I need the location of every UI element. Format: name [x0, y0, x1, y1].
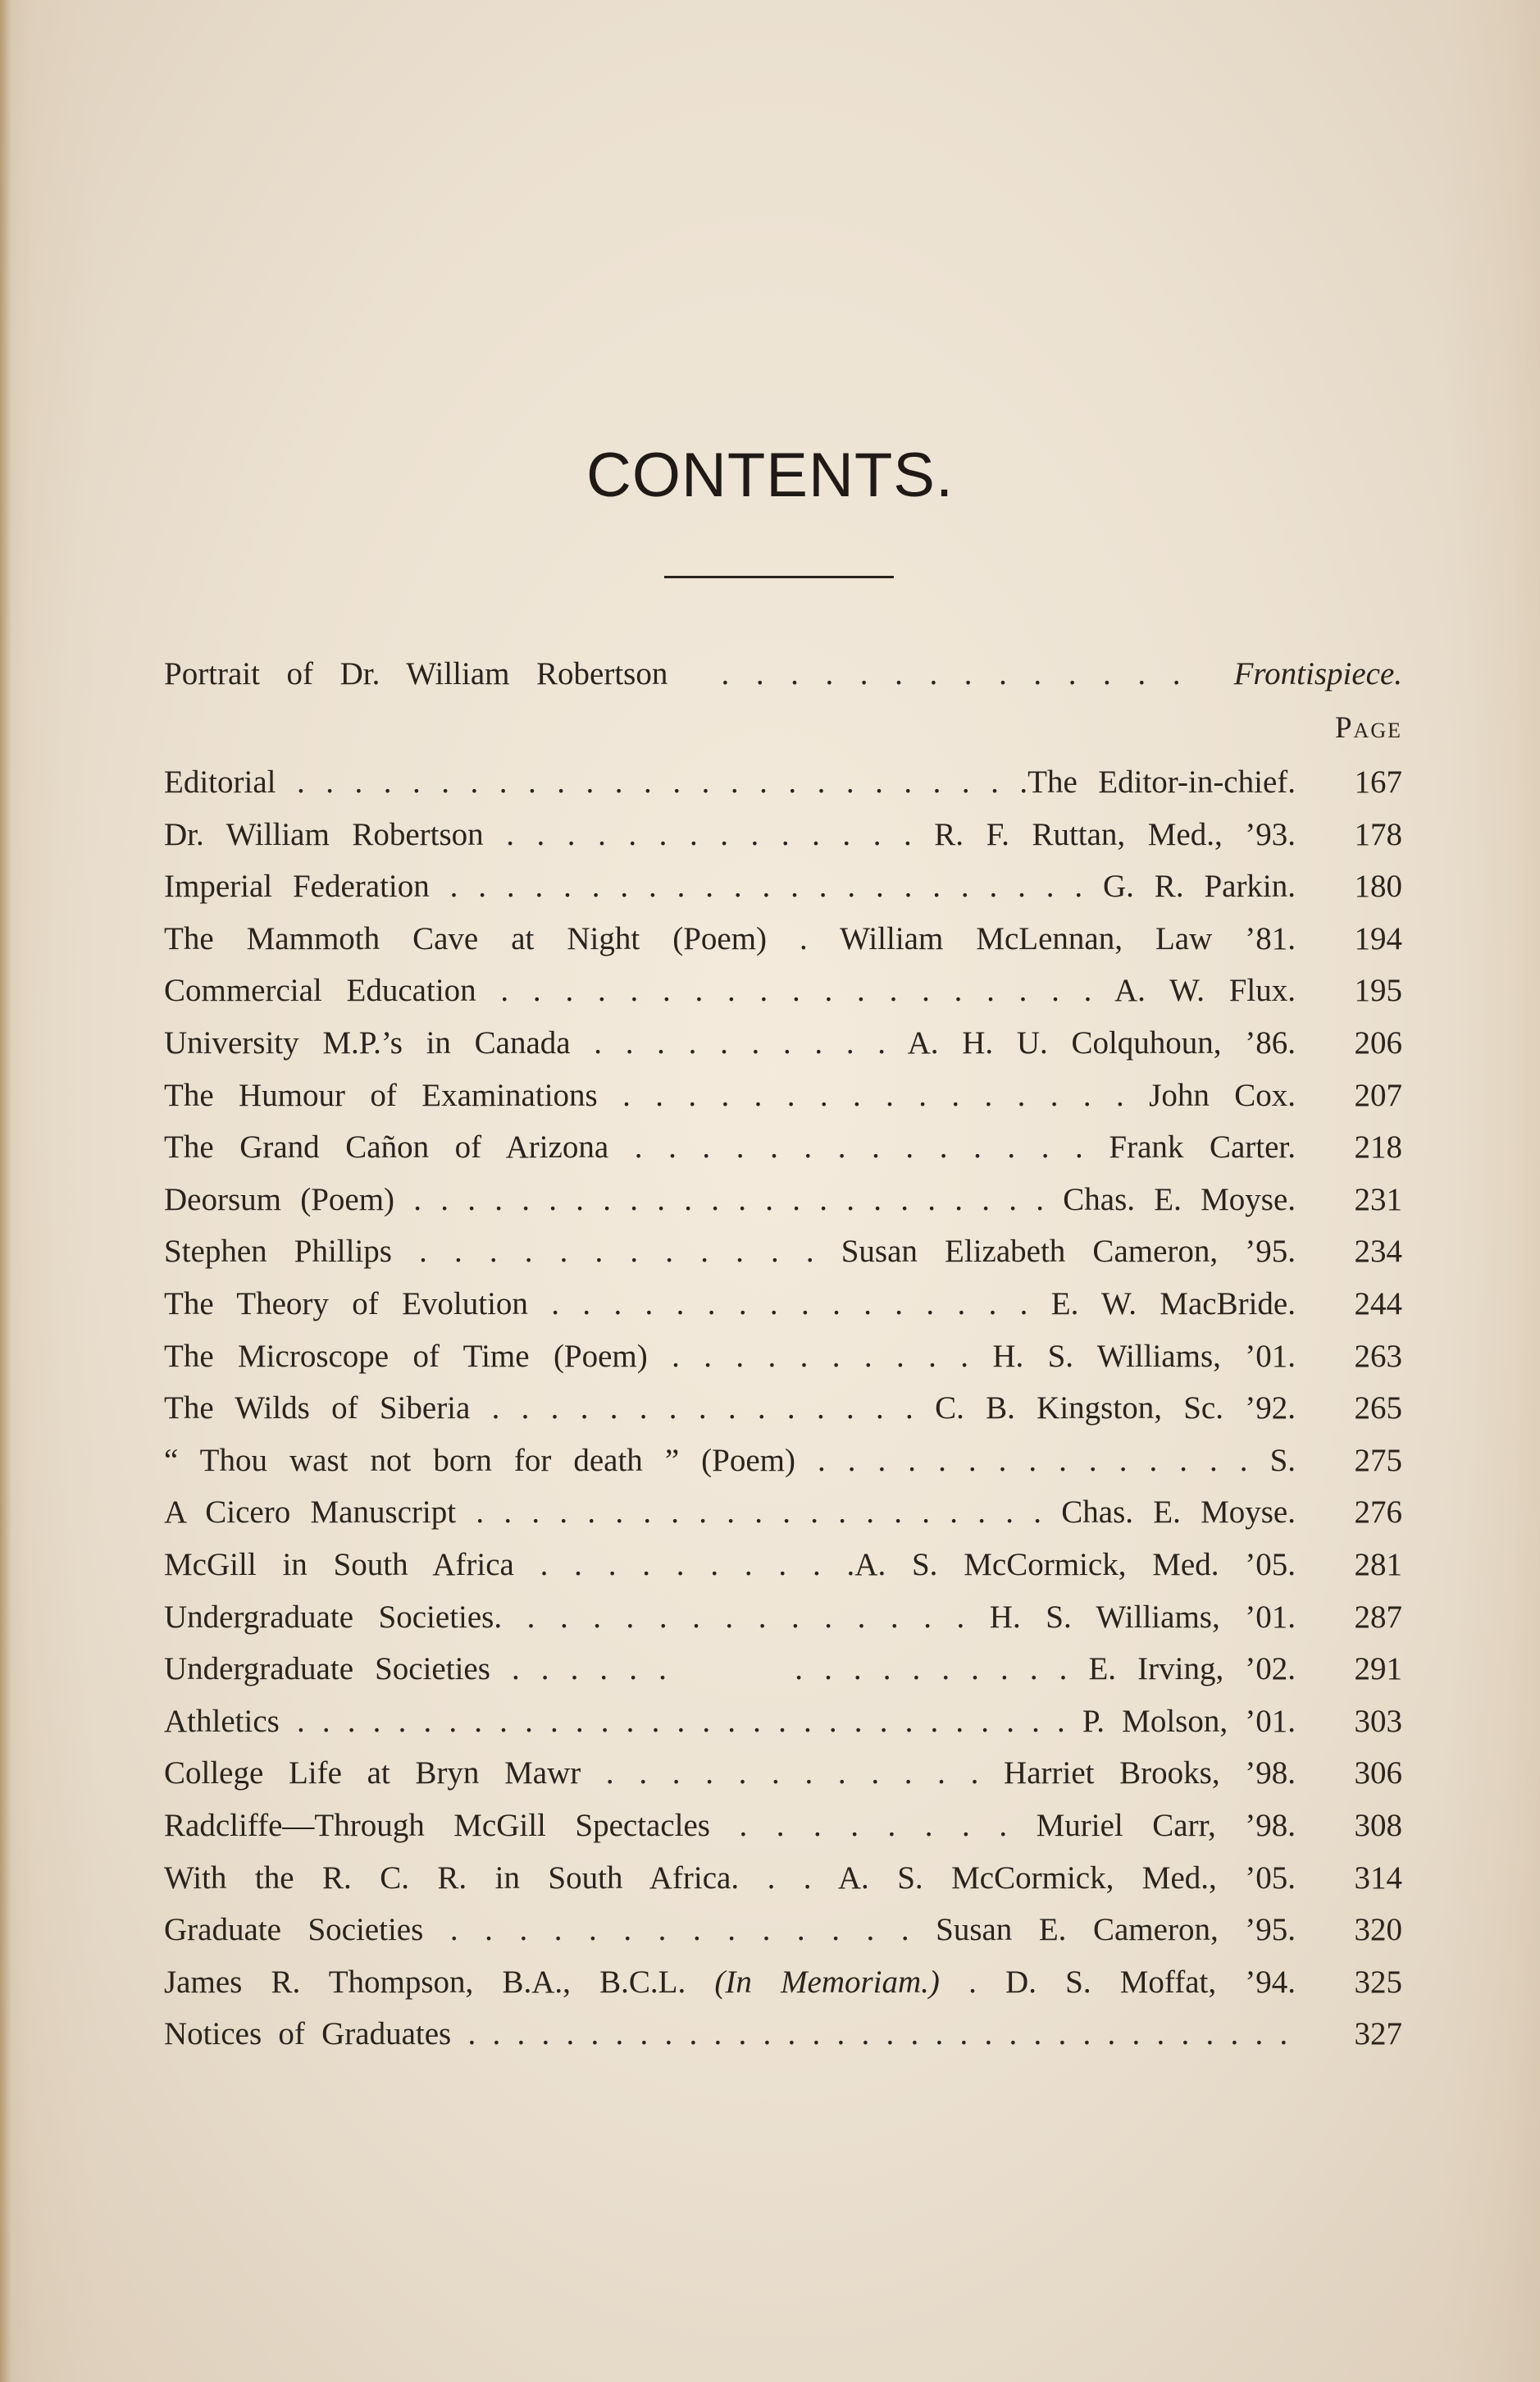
- contents-entry: [164, 1123, 1402, 1172]
- contents-entry: [164, 1071, 1402, 1120]
- entry-title-italic: (In Memoriam.): [686, 1964, 940, 2000]
- entry-author: A. S. McCormick, Med. ’05.: [854, 1547, 1296, 1582]
- entry-title: University M.P.’s in Canada: [164, 1025, 571, 1061]
- entry-leader-dots: . . . . . . . .: [709, 1808, 1037, 1843]
- entry-page-number: 276: [1354, 1494, 1402, 1531]
- entry-author: Chas. E. Moyse.: [1063, 1181, 1296, 1217]
- entry-title: Commercial Education: [164, 973, 476, 1009]
- entry-leader-dots: . .: [739, 1860, 838, 1896]
- entry-page-number: 244: [1354, 1286, 1402, 1321]
- entry-line: [164, 1071, 1296, 1120]
- contents-entry: [164, 1801, 1402, 1850]
- page-column-heading: Page: [1334, 711, 1402, 745]
- entry-line: [164, 1175, 1296, 1225]
- entry-line: [164, 1019, 1296, 1068]
- title-rule: [664, 576, 894, 578]
- entry-page-number: 218: [1354, 1129, 1402, 1166]
- entry-line: [164, 2010, 1296, 2059]
- entry-page-number: 231: [1354, 1181, 1402, 1217]
- entry-line: [164, 1436, 1296, 1485]
- entry-leader-dots: .: [939, 1964, 1006, 2000]
- frontispiece-line: [164, 650, 1402, 699]
- contents-entry: [164, 1593, 1402, 1642]
- entry-leader-dots: . . . . . . . . . . . . . . . . . . . . . . . .: [394, 1181, 1064, 1217]
- entry-title: McGill in South Africa: [164, 1547, 514, 1582]
- frontispiece-text: Portrait of Dr. William Robertson: [164, 656, 668, 691]
- entry-line: [164, 1540, 1296, 1590]
- entry-line: [164, 758, 1296, 807]
- entry-line: [164, 1697, 1296, 1746]
- contents-entry: [164, 1905, 1402, 1955]
- entry-leader-dots: . . . . . . . . . . . . . . .: [795, 1442, 1270, 1478]
- entry-page-number: 306: [1354, 1755, 1402, 1791]
- entry-line: [164, 810, 1296, 860]
- contents-entry: [164, 758, 1402, 807]
- entry-page-number: 325: [1354, 1964, 1402, 2000]
- entry-author: A. W. Flux.: [1114, 973, 1296, 1009]
- frontispiece-label: Frontispiece.: [1233, 656, 1402, 691]
- entry-author: The Editor-in-chief.: [1027, 764, 1296, 800]
- entry-author: Muriel Carr, ’98.: [1036, 1808, 1296, 1843]
- entry-line: [164, 1958, 1296, 2007]
- entry-line: [164, 1593, 1296, 1642]
- entry-title: James R. Thompson, B.A., B.C.L.: [164, 1964, 686, 2000]
- entry-leader-dots: . . . . . . . . . . . . . . .: [494, 1599, 990, 1635]
- entry-leader-dots: . . . . . . . . . . . . . . . . . . .: [476, 973, 1114, 1009]
- contents-entry: [164, 1332, 1402, 1381]
- entry-page-number: 303: [1354, 1703, 1402, 1739]
- frontispiece-leader: . . . . . . . . . . . . . .: [694, 656, 1208, 691]
- frontispiece-entry: [164, 650, 1402, 699]
- entry-page-number: 291: [1354, 1651, 1402, 1687]
- entry-title: The Mammoth Cave at Night (Poem): [164, 920, 768, 956]
- entry-page-number: 194: [1354, 920, 1402, 956]
- contents-entry: [164, 1697, 1402, 1746]
- contents-entry: [164, 862, 1402, 911]
- entry-title: Notices of Graduates: [164, 2016, 452, 2052]
- contents-entry: [164, 810, 1402, 860]
- entry-title: Radcliffe—Through McGill Spectacles: [164, 1808, 710, 1843]
- entry-title: Dr. William Robertson: [164, 816, 484, 852]
- entry-author: D. S. Moffat, ’94.: [1005, 1964, 1296, 2000]
- entry-title: Deorsum (Poem): [164, 1181, 395, 1217]
- entry-title: With the R. C. R. in South Africa.: [164, 1860, 740, 1896]
- entry-line: [164, 1227, 1296, 1276]
- entry-line: [164, 915, 1296, 964]
- entry-author: C. B. Kingston, Sc. ’92.: [935, 1390, 1296, 1426]
- entry-leader-dots: . . . . . . . . . .: [513, 1547, 855, 1582]
- entry-author: R. F. Ruttan, Med., ’93.: [934, 816, 1296, 852]
- entry-author: P. Molson, ’01.: [1082, 1703, 1296, 1739]
- entry-author: A. S. McCormick, Med., ’05.: [837, 1860, 1296, 1896]
- entry-page-number: 275: [1354, 1442, 1402, 1478]
- entry-line: [164, 1645, 1296, 1694]
- entry-title: Editorial: [164, 764, 276, 800]
- entry-title: “ Thou wast not born for death ” (Poem): [164, 1442, 795, 1478]
- entry-leader-dots: . . . . . . . . . . . . . . . .: [597, 1077, 1150, 1113]
- entry-author: H. S. Williams, ’01.: [992, 1338, 1296, 1374]
- entry-page-number: 234: [1354, 1234, 1402, 1270]
- entry-leader-dots: . . . . . . . . . . . .: [392, 1234, 841, 1270]
- entry-line: [164, 1488, 1296, 1537]
- entry-title: The Grand Cañon of Arizona: [164, 1129, 609, 1166]
- entry-author: Susan E. Cameron, ’95.: [936, 1912, 1296, 1948]
- entry-author: A. H. U. Colquhoun, ’86.: [907, 1025, 1296, 1061]
- contents-entry: [164, 915, 1402, 964]
- entry-leader-dots: . . . . . . . . . . . . . . . . . . . . . . . . . . . . . . . . . .: [451, 2016, 1296, 2052]
- entry-leader-dots: . . . . . . . . . . . . . . . . . . . . . . .: [429, 869, 1104, 905]
- contents-entry: [164, 1854, 1402, 1903]
- entry-title: The Wilds of Siberia: [164, 1390, 471, 1426]
- entry-page-number: 263: [1354, 1338, 1402, 1374]
- entry-author: G. R. Parkin.: [1103, 869, 1296, 905]
- entry-title: College Life at Bryn Mawr: [164, 1755, 581, 1791]
- contents-entry: [164, 1384, 1402, 1433]
- contents-entry: [164, 2010, 1402, 2059]
- entry-leader-dots: . . . . . . . . . . . . . . . .: [490, 1651, 1089, 1687]
- entry-title: Imperial Federation: [164, 869, 430, 905]
- contents-title: CONTENTS.: [585, 440, 955, 510]
- entry-page-number: 314: [1354, 1860, 1402, 1896]
- entry-page-number: 195: [1354, 973, 1402, 1009]
- entry-leader-dots: . . . . . . . . . . . . . .: [423, 1912, 936, 1948]
- entry-leader-dots: . . . . . . . . . . . . . . . . . . . . . . . . . .: [276, 764, 1028, 800]
- entry-leader-dots: . . . . . . . . . . . . . . . . . . . . . . . . . . . . . . .: [279, 1703, 1082, 1739]
- entry-author: E. W. MacBride.: [1050, 1286, 1296, 1321]
- entry-author: S.: [1269, 1442, 1296, 1478]
- entry-line: [164, 1801, 1296, 1850]
- entry-leader-dots: . . . . . . . . . . . . . .: [483, 816, 935, 852]
- entry-author: William McLennan, Law ’81.: [840, 920, 1296, 956]
- entry-line: [164, 966, 1296, 1015]
- entry-line: [164, 862, 1296, 911]
- entry-page-number: 287: [1354, 1599, 1402, 1635]
- entry-title: The Humour of Examinations: [164, 1077, 598, 1113]
- entry-line: [164, 1332, 1296, 1381]
- entry-line: [164, 1854, 1296, 1903]
- entry-leader-dots: . . . . . . . . . . . . . . . . . . . . .: [456, 1494, 1062, 1531]
- contents-entry: [164, 1227, 1402, 1276]
- entry-title: The Microscope of Time (Poem): [164, 1338, 648, 1374]
- entry-leader-dots: . . . . . . . . . . . . . . .: [470, 1390, 936, 1426]
- entry-page-number: 281: [1354, 1547, 1402, 1582]
- entry-page-number: 320: [1354, 1912, 1402, 1948]
- entry-leader-dots: . . . . . . . . . .: [647, 1338, 993, 1374]
- entry-page-number: 327: [1354, 2016, 1402, 2052]
- contents-entry: [164, 1436, 1402, 1485]
- entry-author: Frank Carter.: [1109, 1129, 1296, 1166]
- entry-line: [164, 1749, 1296, 1798]
- page-gutter-shadow: [0, 0, 11, 2382]
- contents-entry: [164, 1749, 1402, 1798]
- entry-author: H. S. Williams, ’01.: [989, 1599, 1296, 1635]
- entry-leader-dots: . . . . . . . . . .: [570, 1025, 908, 1061]
- entry-title: Athletics: [164, 1703, 280, 1739]
- entry-leader-dots: . . . . . . . . . . . .: [581, 1755, 1005, 1791]
- entry-page-number: 207: [1354, 1077, 1402, 1113]
- entry-leader-dots: .: [767, 920, 841, 956]
- entry-line: [164, 1905, 1296, 1955]
- contents-entry: [164, 1645, 1402, 1694]
- entry-author: Chas. E. Moyse.: [1061, 1494, 1296, 1531]
- entry-author: E. Irving, ’02.: [1088, 1651, 1296, 1687]
- entry-title: Graduate Societies: [164, 1912, 424, 1948]
- contents-entry: [164, 1958, 1402, 2007]
- entry-author: John Cox.: [1149, 1077, 1296, 1113]
- entry-page-number: 167: [1354, 764, 1402, 800]
- entry-author: Harriet Brooks, ’98.: [1004, 1755, 1296, 1791]
- contents-entry: [164, 1175, 1402, 1225]
- entry-page-number: 178: [1354, 816, 1402, 852]
- entry-page-number: 206: [1354, 1025, 1402, 1061]
- entry-title: A Cicero Manuscript: [164, 1494, 457, 1531]
- entry-line: [164, 1123, 1296, 1172]
- entry-author: Susan Elizabeth Cameron, ’95.: [841, 1234, 1296, 1270]
- entry-page-number: 308: [1354, 1808, 1402, 1843]
- entry-title: The Theory of Evolution: [164, 1286, 528, 1321]
- entry-title: Stephen Phillips: [164, 1234, 392, 1270]
- contents-entry: [164, 1540, 1402, 1590]
- entry-title: Undergraduate Societies: [164, 1651, 490, 1687]
- contents-entry: [164, 966, 1402, 1015]
- contents-entry: [164, 1019, 1402, 1068]
- entry-line: [164, 1280, 1296, 1329]
- contents-entry: [164, 1488, 1402, 1537]
- entry-leader-dots: . . . . . . . . . . . . . .: [608, 1129, 1109, 1166]
- entry-leader-dots: . . . . . . . . . . . . . . . .: [527, 1286, 1051, 1321]
- contents-entry: [164, 1280, 1402, 1329]
- entry-page-number: 265: [1354, 1390, 1402, 1426]
- entry-title: Undergraduate Societies: [164, 1599, 494, 1635]
- entry-page-number: 180: [1354, 869, 1402, 905]
- entry-line: [164, 1384, 1296, 1433]
